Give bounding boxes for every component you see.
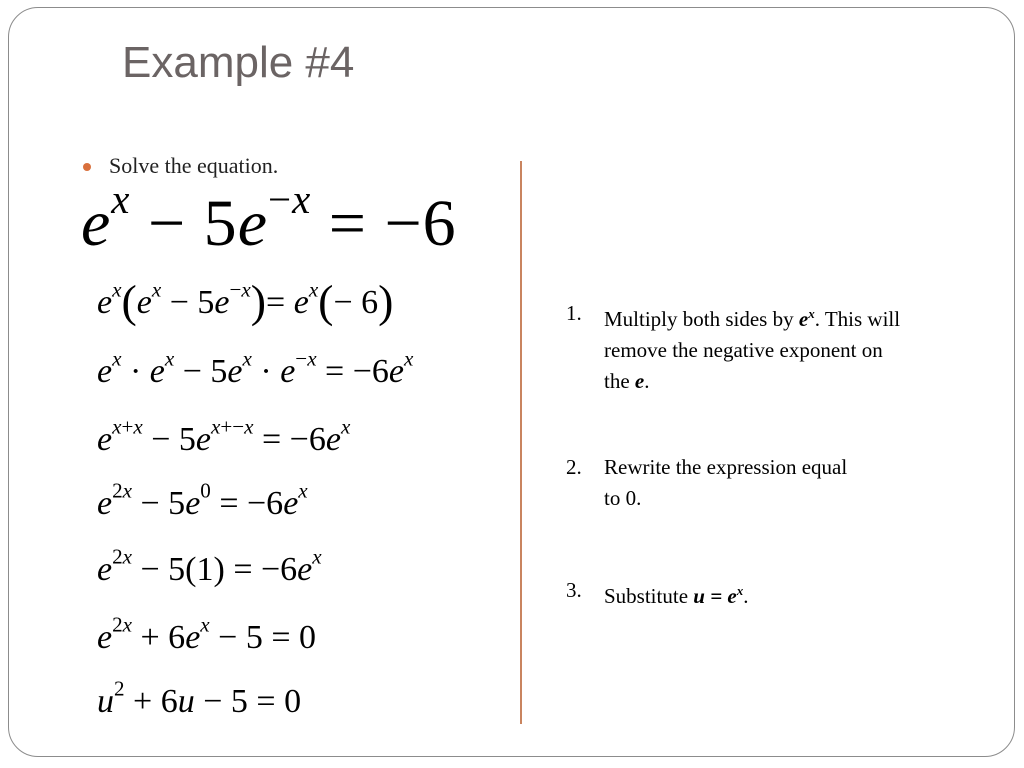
note-number: 2.: [566, 455, 582, 479]
note-number: 1.: [566, 301, 582, 325]
main-equation: $e^x - 5e^{-x} = -6$: [81, 177, 457, 260]
step-6-equation: $e^{2x} + 6e^x - 5 = 0$: [97, 612, 316, 656]
step-2-equation: $e^x \cdot e^x - 5e^x \cdot e^{-x} = -6e^x$: [97, 346, 414, 390]
step-1-equation: $e^x(e^x - 5e^{-x})= e^x(- 6)$: [97, 275, 394, 327]
note-number: 3.: [566, 578, 582, 602]
column-divider: [520, 161, 522, 724]
step-3-equation: $e^{x+x} - 5e^{x+-x} = -6e^x$: [97, 414, 351, 458]
note-text: Substitute $u = e^x$.: [604, 583, 749, 608]
slide-frame: [8, 7, 1015, 757]
bullet-icon: [83, 163, 91, 171]
step-5-equation: $e^{2x} - 5(1) = -6e^x$: [97, 544, 322, 588]
slide-title: Example #4: [122, 38, 355, 87]
note-text: Multiply both sides by $e^x$. This will remove the negative exponent on the e.: [604, 306, 901, 393]
step-7-equation: $u^2 + 6u - 5 = 0$: [97, 676, 302, 720]
bullet-text: Solve the equation.: [109, 153, 279, 178]
note-text: Rewrite the expression equal to 0.: [604, 455, 848, 510]
step-4-equation: $e^{2x} - 5e^0 = -6e^x$: [97, 478, 308, 522]
